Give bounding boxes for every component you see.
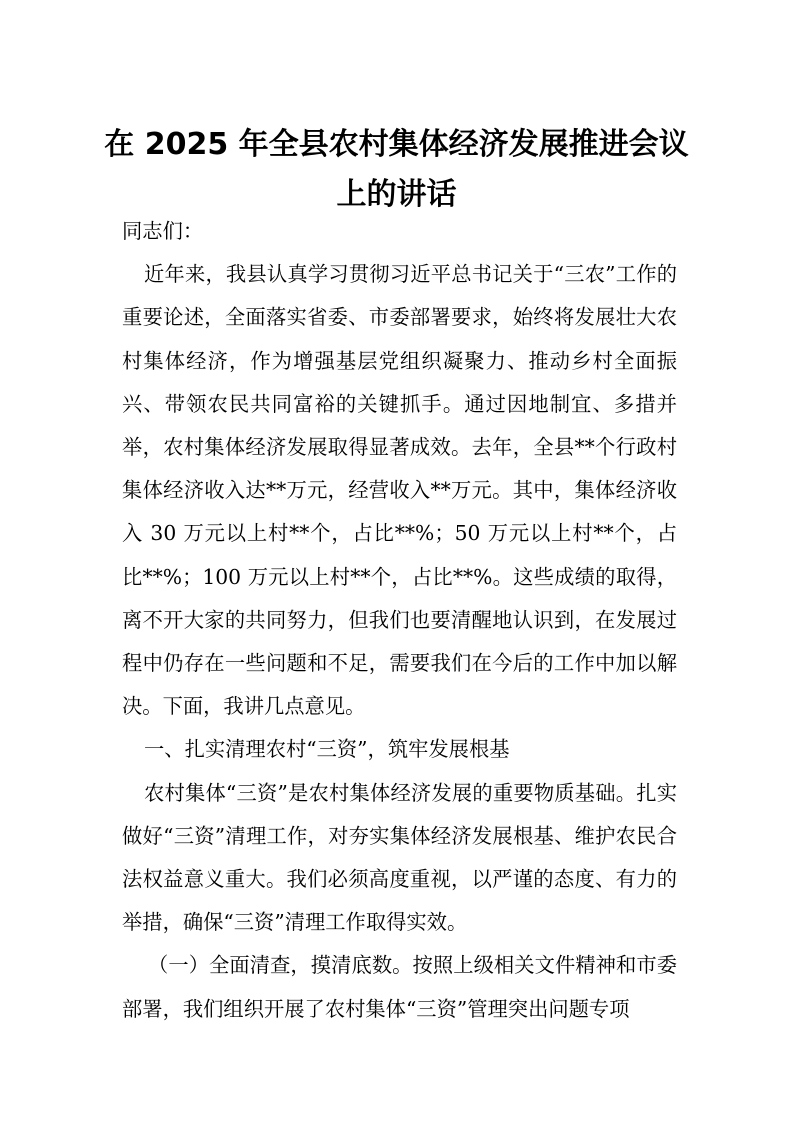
document-title (100, 120, 693, 220)
title-line-1: 在 2025 年全县农村集体经济发展推进会议 (104, 127, 689, 162)
intro-paragraph: 近年来，我县认真学习贯彻习近平总书记关于“三农”工作的重要论述，全面落实省委、市委部署要求，始终将发展壮大农村集体经济，作为增强基层党组织凝聚力、推动乡村全面振兴、带领农民共同富裕的关键抓手。通过因地制宜、多措并举，农村集体经济发展取得显著成效。去年，全县**个行政村集体经济收入达**万元，经营收入**万元。其中，集体经济收入 30 万元以上村**个，占比**%；50 万元以上村**个，占比**%；100 万元以上村**个，占比**%。这些成绩的取得，离不开大家的共同努力，但我们也要清醒地认识到，在发展过程中仍存在一些问题和不足，需要我们在今后的工作中加以解决。下面，我讲几点意见。 (122, 262, 677, 719)
document-body (122, 210, 677, 1031)
salutation: 同志们： (122, 219, 204, 243)
section-heading-1: 一、扎实清理农村“三资”，筑牢发展根基 (144, 737, 510, 762)
title-line-2: 上的讲话 (336, 177, 457, 212)
subsection-paragraph-1: （一）全面清查，摸清底数。按照上级相关文件精神和市委部署，我们组织开展了农村集体“三资”管理突出问题专项 (122, 953, 677, 1021)
section-paragraph-1: 农村集体“三资”是农村集体经济发展的重要物质基础。扎实做好“三资”清理工作，对夯实集体经济发展根基、维护农民合法权益意义重大。我们必须高度重视，以严谨的态度、有力的举措，确保“三资”清理工作取得实效。 (122, 780, 677, 935)
